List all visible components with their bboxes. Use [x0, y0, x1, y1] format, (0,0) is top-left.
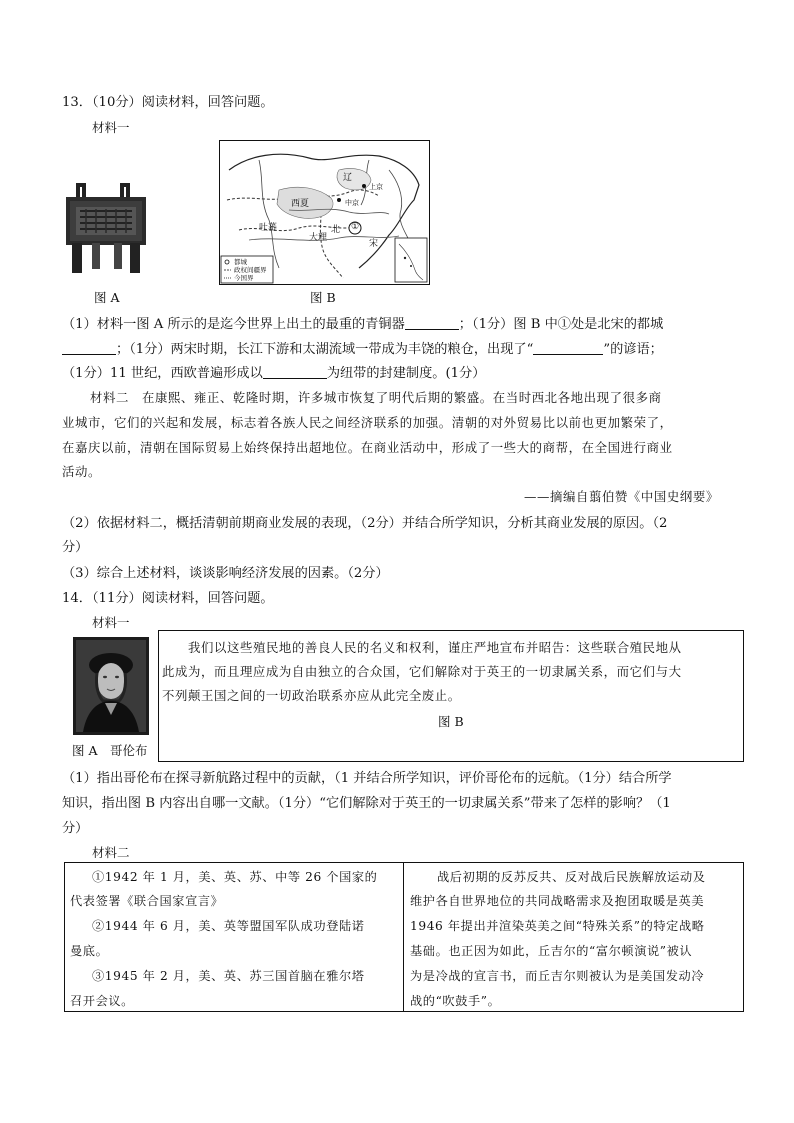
q14-left-cell-line1: ①1942 年 1 月，美、英、苏、中等 26 个国家的: [92, 870, 378, 884]
map-label-shangjing: 上京: [369, 183, 383, 191]
map-label-liao: 辽: [343, 173, 353, 183]
q14-part1-line2: 知识，指出图 B 内容出自哪一文献。（1分）“它们解除对于英王的一切隶属关系”带来了怎样的影响？（1: [62, 796, 671, 811]
map-label-layer: [219, 140, 430, 285]
columbus-portrait-image: [73, 637, 149, 735]
map-legend-capital: 都城: [234, 258, 247, 266]
q13-material2-line2: 业城市，它们的兴起和发展，标志着各族人民之间经济联系的加强。清朝的对外贸易比以前也更加繁荣了，: [62, 415, 673, 430]
q14-right-cell-line1: 战后初期的反苏反共、反对战后民族解放运动及: [437, 870, 706, 884]
q13-figB-caption: 图 B: [310, 290, 336, 305]
q13-part1-line1: （1）材料一图 A 所示的是迄今世界上出土的最重的青铜器 ；（1分）图 B 中①处是北宋的都城: [62, 317, 664, 332]
q13-material2-source: ——摘编自翦伯赞《中国史纲要》: [524, 489, 719, 504]
map-label-circle1: ①: [351, 222, 360, 232]
q14-right-cell-line6: 战的“吹鼓手”。: [410, 994, 501, 1008]
q14-heading: 14．（11分）阅读材料，回答问题。: [62, 591, 274, 606]
q14-right-cell-line3: 1946 年提出并渲染英美之间“特殊关系”的特定战略: [410, 919, 705, 933]
q14-right-cell-line5: 为是冷战的宣言书，而丘吉尔则被认为是美国发动冷: [410, 969, 705, 983]
map-label-tubo: 吐蕃: [259, 223, 278, 233]
q14-left-cell-line4: 曼底。: [70, 944, 109, 958]
q14-material1-label: 材料一: [92, 615, 130, 630]
q14-left-cell-line6: 召开会议。: [70, 994, 134, 1008]
q14-figB-caption: 图 B: [438, 714, 464, 729]
q13-material2-line1: 材料二 在康熙、雍正、乾隆时期，许多城市恢复了明代后期的繁盛。在当时西北各地出现了很多商: [90, 390, 662, 405]
q14-table-divider: [403, 862, 404, 1012]
q13-material2-line3: 在嘉庆以前，清朝在国际贸易上始终保持出超地位。在商业活动中，形成了一些大的商帮，在全国进行商业: [62, 440, 673, 455]
q13-material2-line4: 活动。: [62, 464, 101, 479]
q13-part2-line1: （2）依据材料二，概括清朝前期商业发展的表现，（2分）并结合所学知识，分析其商业发展的原因。（2: [62, 516, 668, 531]
q14-left-cell-line2: 代表签署《联合国家宣言》: [70, 894, 224, 908]
map-label-bei: 北: [331, 225, 341, 235]
q13-figA-caption: 图 A: [94, 290, 120, 305]
q14-material2-label: 材料二: [92, 845, 130, 860]
q13-material1-label: 材料一: [92, 120, 130, 135]
q14-right-cell-line2: 维护各自世界地位的共同战略需求及抱团取暖是英美: [410, 894, 705, 908]
q13-part1-line2: ；（1分）两宋时期，长江下游和太湖流域一带成为丰饶的粮仓，出现了“ ”的谚语；: [62, 338, 663, 357]
q14-left-cell-line5: ③1945 年 2 月，美、英、苏三国首脑在雅尔塔: [92, 969, 365, 983]
bronze-ding-image: [62, 177, 152, 279]
map-legend-national-border: 今国界: [234, 274, 254, 282]
map-legend-border: 政权间疆界: [234, 266, 267, 274]
map-label-zhongjing: 中京: [345, 199, 359, 207]
q13-part2-line2: 分）: [62, 540, 89, 555]
map-label-song: 宋: [369, 239, 379, 249]
q14-part1-line1: （1）指出哥伦布在探寻新航路过程中的贡献，（1 并结合所学知识，评价哥伦布的远航。（1分）结合所学: [62, 771, 672, 786]
q14-left-cell-line3: ②1944 年 6 月，美、英等盟国军队成功登陆诺: [92, 919, 365, 933]
q13-part1-line3: （1分）11 世纪，西欧普遍形成以 为纽带的封建制度。(1分）: [62, 366, 486, 381]
q14-figA-caption: 图 A 哥伦布: [72, 743, 148, 758]
q14-figB-line1: 我们以这些殖民地的善良人民的名义和权利，谨庄严地宣布并昭告：这些联合殖民地从: [188, 640, 682, 655]
q13-part3: （3）综合上述材料，谈谈影响经济发展的因素。（2分）: [62, 566, 389, 581]
q14-right-cell-line4: 基础。也正因为如此，丘吉尔的“富尔顿演说”被认: [410, 944, 693, 958]
map-label-dali: 大理: [309, 233, 328, 243]
q14-figB-line3: 不列颠王国之间的一切政治联系亦应从此完全废止。: [162, 688, 461, 703]
map-label-xixia: 西夏: [291, 199, 310, 209]
q14-figB-line2: 此成为，而且理应成为自由独立的合众国，它们解除对于英王的一切隶属关系，而它们与大: [162, 664, 682, 679]
q14-part1-line3: 分）: [62, 821, 89, 836]
q13-heading: 13．（10分）阅读材料，回答问题。: [62, 95, 274, 110]
